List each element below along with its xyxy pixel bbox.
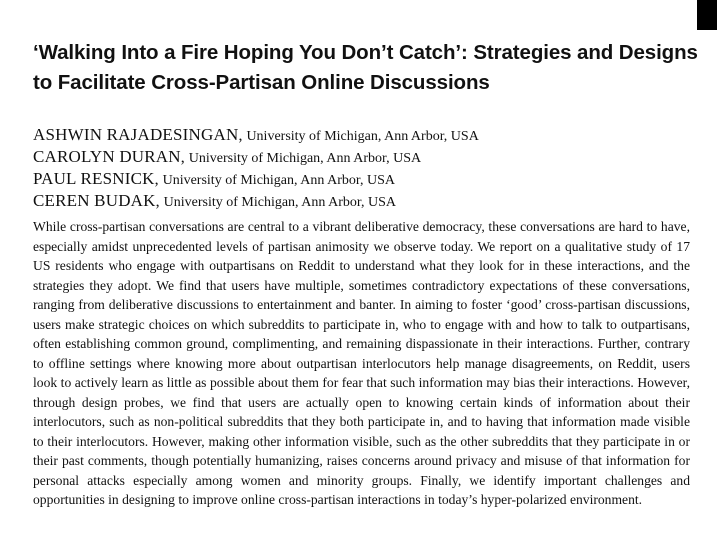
author-name: ASHWIN RAJADESINGAN [33,125,239,144]
author-name: CEREN BUDAK [33,191,156,210]
author-entry: ASHWIN RAJADESINGAN, University of Michigan, Ann Arbor, USA [33,125,479,144]
author-affiliation: University of Michigan, Ann Arbor, USA [163,195,396,210]
author-list [33,124,703,212]
author-affiliation: University of Michigan, Ann Arbor, USA [162,173,395,188]
page-corner-mark [697,0,717,30]
abstract-text: While cross-partisan conversations are central to a vibrant deliberative democracy, these conversations are hard to have, especially amidst unprecedented levels of partisan animosity we observe today. We report on a qualitative study of 17 US residents who engage with outpartisans on Reddit to understand what they look for in these interactions, and the strategies they adopt. We find that users have multiple, sometimes contradictory expectations of these conversations, ranging from deliberative discussions to entertainment and banter. In aiming to foster ‘good’ cross-partisan discussions, users make strategic choices on which subreddits to participate in, who to engage with and how to talk to outpartisans, often establishing common ground, complimenting, and remaining dispassionate in their interactions. Further, contrary to offline settings where knowing more about outpartisan interlocutors help manage disagreements, on Reddit, users look to actively learn as little as possible about them for fear that such information may bias their interactions. However, through design probes, we find that users are actually open to knowing certain kinds of information about their interlocutors, such as non-political subreddits that they both participate in, and to having that information made visible to their interlocutors. However, making other information visible, such as the other subreddits that they participate in or their past comments, though potentially humanizing, raises concerns around privacy and misuse of that information for personal attacks especially among women and minority groups. Finally, we identify important challenges and opportunities in designing to improve online cross-partisan interactions in today’s hyper-polarized environment. [33,219,690,507]
paper-title: ‘Walking Into a Fire Hoping You Don’t Catch’: Strategies and Designs to Facilitate Cross-Partisan Online Discussions [33,41,698,94]
author-entry: CAROLYN DURAN, University of Michigan, Ann Arbor, USA [33,147,422,166]
author-entry: PAUL RESNICK, University of Michigan, Ann Arbor, USA [33,169,395,188]
author-affiliation: University of Michigan, Ann Arbor, USA [188,151,422,166]
author-entry: CEREN BUDAK, University of Michigan, Ann Arbor, USA [33,191,396,210]
author-affiliation: University of Michigan, Ann Arbor, USA [246,129,479,144]
author-name: PAUL RESNICK [33,169,155,188]
author-name: CAROLYN DURAN [33,147,181,166]
